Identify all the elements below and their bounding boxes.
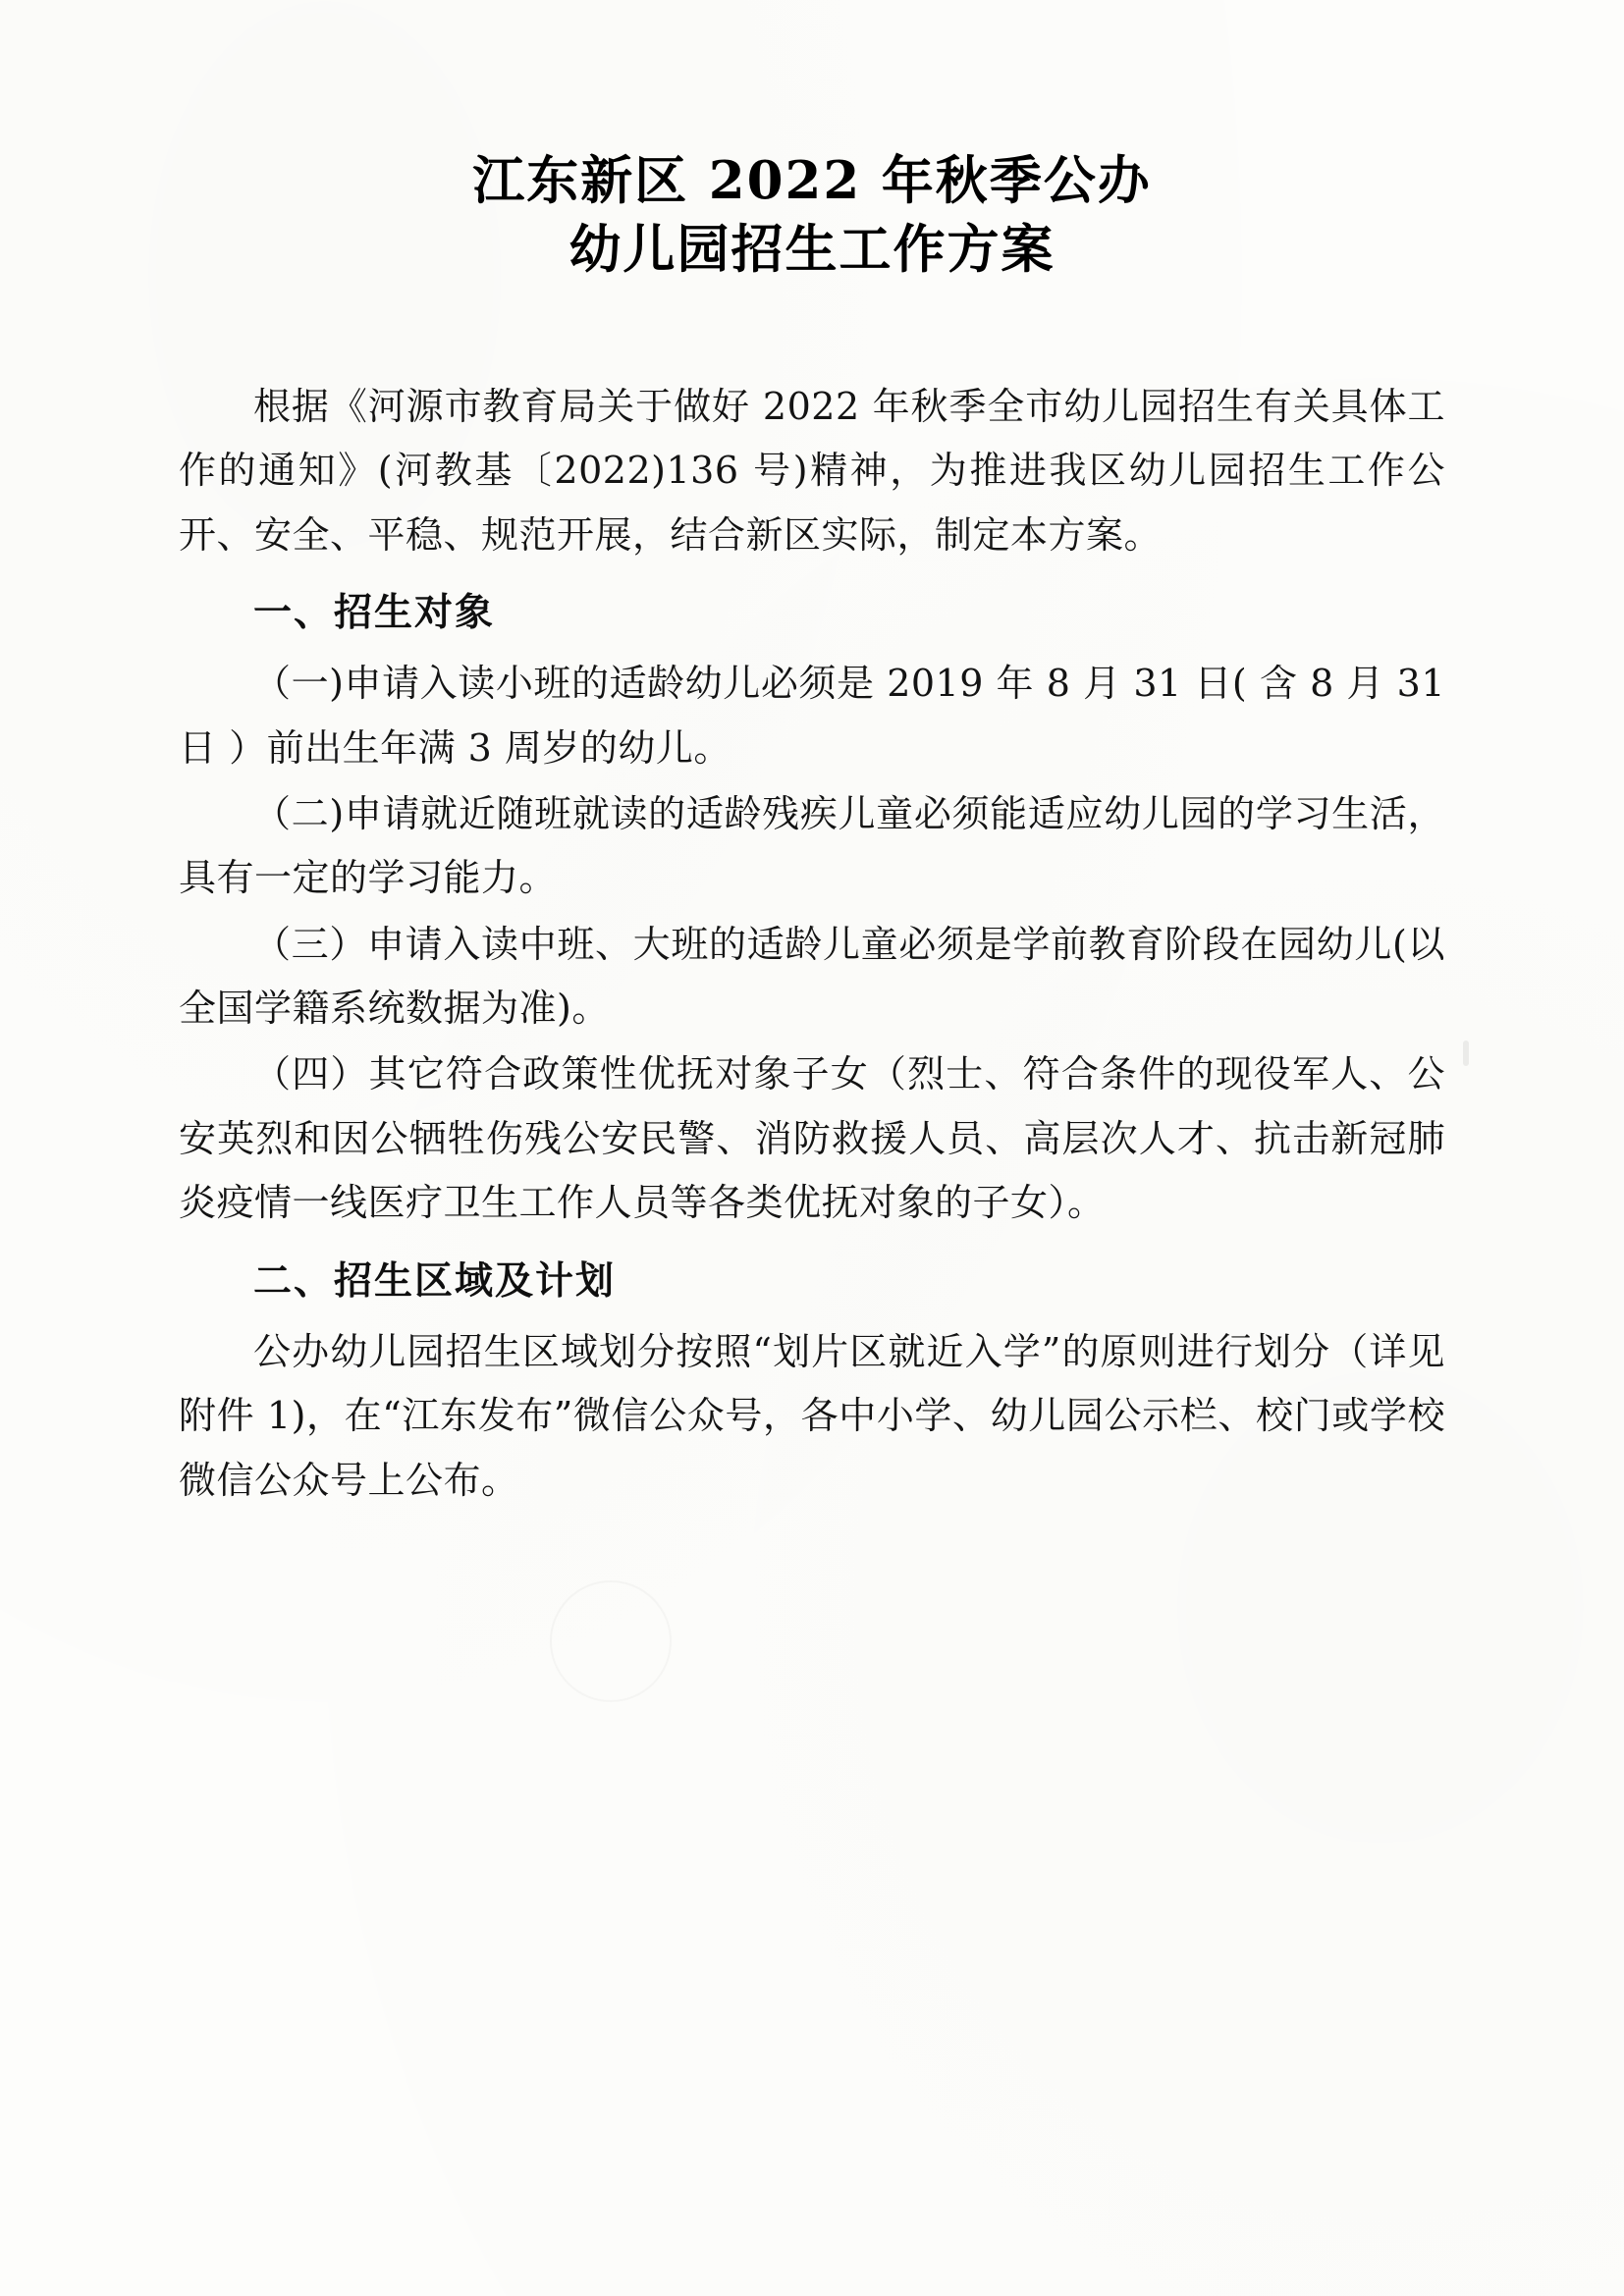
scan-artifact-smudge — [550, 1580, 672, 1702]
section-2-item-1: 公办幼儿园招生区域划分按照“划片区就近入学”的原则进行划分（详见附件 1)，在“江东发布”微信公众号，各中小学、幼儿园公示栏、校门或学校微信公众号上公布。 — [179, 1329, 1445, 1502]
scan-artifact-mark — [1463, 1041, 1469, 1066]
section-heading-2: 二、招生区域及计划 — [253, 1258, 617, 1304]
document-body — [179, 375, 1445, 1513]
page-title-line-1: 江东新区 2022 年秋季公办 — [472, 150, 1152, 211]
document-content — [179, 147, 1445, 1515]
page-title-line-2: 幼儿园招生工作方案 — [568, 218, 1056, 280]
section-1-item-1: （一)申请入读小班的适龄幼儿必须是 2019 年 8 月 31 日( 含 8 月 31 日 ）前出生年满 3 周岁的幼儿。 — [179, 662, 1445, 770]
page-title — [179, 147, 1445, 285]
section-heading-1: 一、招生对象 — [253, 590, 496, 635]
intro-paragraph: 根据《河源市教育局关于做好 2022 年秋季全市幼儿园招生有关具体工作的通知》(河教基〔2022)136 号)精神，为推进我区幼儿园招生工作公开、安全、平稳、规范开展，结合新区实际，制定本方案。 — [179, 384, 1445, 557]
section-1-item-2: （二)申请就近随班就读的适龄残疾儿童必须能适应幼儿园的学习生活，具有一定的学习能力。 — [179, 792, 1445, 900]
section-1-item-3: （三）申请入读中班、大班的适龄儿童必须是学前教育阶段在园幼儿(以全国学籍系统数据为准)。 — [179, 922, 1445, 1031]
section-1-item-4: （四）其它符合政策性优抚对象子女（烈士、符合条件的现役军人、公安英烈和因公牺牲伤残公安民警、消防救援人员、高层次人才、抗击新冠肺炎疫情一线医疗卫生工作人员等各类优抚对象的子女）。 — [179, 1052, 1445, 1225]
